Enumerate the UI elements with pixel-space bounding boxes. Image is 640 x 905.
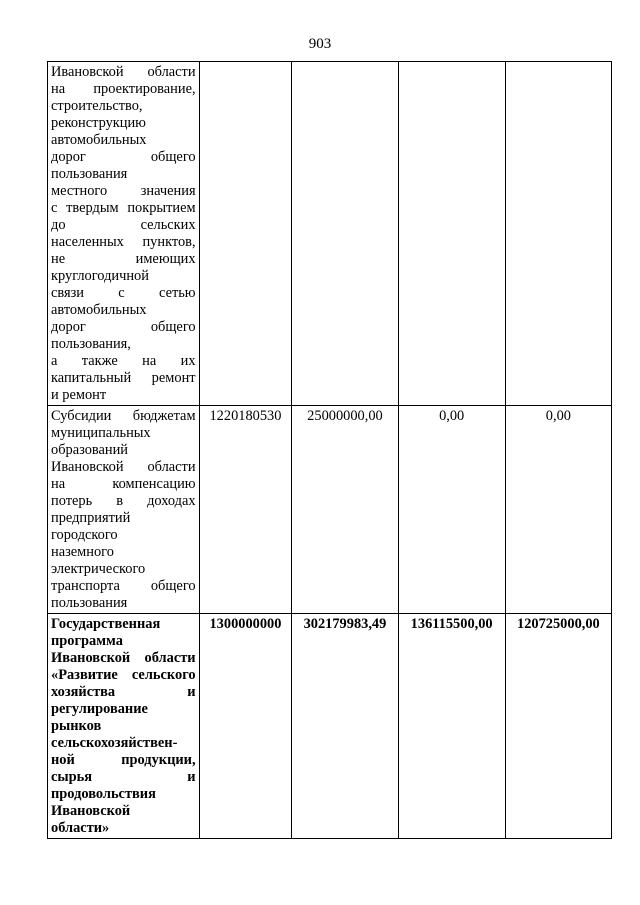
description-line: сельскохозяйствен- <box>51 735 178 751</box>
description-line: образований <box>51 442 128 458</box>
description-line: предприятий <box>51 510 131 526</box>
description-line: потерь в доходах <box>51 493 196 509</box>
description-line: а также на их <box>51 353 196 369</box>
budget-code-cell: 1220180530 <box>199 406 292 614</box>
description-line: Субсидии бюджетам <box>51 408 196 424</box>
budget-table <box>47 61 612 839</box>
description-line: строительство, <box>51 98 143 114</box>
amount-cell-1 <box>292 62 398 406</box>
amount-cell-2 <box>398 62 505 406</box>
description-line: программа <box>51 633 123 649</box>
description-line: Ивановской <box>51 803 131 819</box>
budget-code-cell <box>199 62 292 406</box>
amount-cell-3: 0,00 <box>505 406 611 614</box>
description-line: реконструкцию <box>51 115 146 131</box>
table-body <box>48 62 612 839</box>
description-line: Ивановской области <box>51 459 196 475</box>
description-line: дорог общего <box>51 319 196 335</box>
page-number: 903 <box>308 36 332 52</box>
row-description-cell <box>48 406 200 614</box>
description-line: автомобильных <box>51 302 147 318</box>
description-line: Ивановской области <box>51 64 196 80</box>
description-line: дорог общего <box>51 149 196 165</box>
table-row <box>48 62 612 406</box>
description-line: сырья и <box>51 769 196 785</box>
description-line: ной продукции, <box>51 752 196 768</box>
description-line: пользования, <box>51 336 131 352</box>
description-line: связи с сетью <box>51 285 196 301</box>
description-line: круглогодичной <box>51 268 149 284</box>
description-line: и ремонт <box>51 387 107 403</box>
table-row <box>48 614 612 839</box>
row-description-cell <box>48 614 200 839</box>
description-line: хозяйства и <box>51 684 196 700</box>
description-line: пользования <box>51 595 128 611</box>
amount-cell-2: 0,00 <box>398 406 505 614</box>
description-line: на проектирование, <box>51 81 196 97</box>
description-line: автомобильных <box>51 132 147 148</box>
description-line: пользования <box>51 166 128 182</box>
amount-cell-2: 136115500,00 <box>398 614 505 839</box>
description-line: регулирование <box>51 701 148 717</box>
description-line: до сельских <box>51 217 196 233</box>
description-line: Государственная <box>51 616 161 632</box>
amount-cell-1: 302179983,49 <box>292 614 398 839</box>
description-line: рынков <box>51 718 102 734</box>
amount-cell-3: 120725000,00 <box>505 614 611 839</box>
description-line: Ивановской области <box>51 650 196 666</box>
description-line: с твердым покрытием <box>51 200 196 216</box>
description-line: населенных пунктов, <box>51 234 196 250</box>
description-line: не имеющих <box>51 251 196 267</box>
description-line: местного значения <box>51 183 196 199</box>
description-line: городского <box>51 527 118 543</box>
amount-cell-1: 25000000,00 <box>292 406 398 614</box>
description-line: продовольствия <box>51 786 156 802</box>
row-description-cell <box>48 62 200 406</box>
description-line: электрического <box>51 561 146 577</box>
description-line: капитальный ремонт <box>51 370 196 386</box>
amount-cell-3 <box>505 62 611 406</box>
description-line: муниципальных <box>51 425 151 441</box>
description-line: «Развитие сельского <box>51 667 196 683</box>
table-row <box>48 406 612 614</box>
budget-code-cell: 1300000000 <box>199 614 292 839</box>
description-line: на компенсацию <box>51 476 196 492</box>
description-line: области» <box>51 820 110 836</box>
description-line: наземного <box>51 544 114 560</box>
description-line: транспорта общего <box>51 578 196 594</box>
